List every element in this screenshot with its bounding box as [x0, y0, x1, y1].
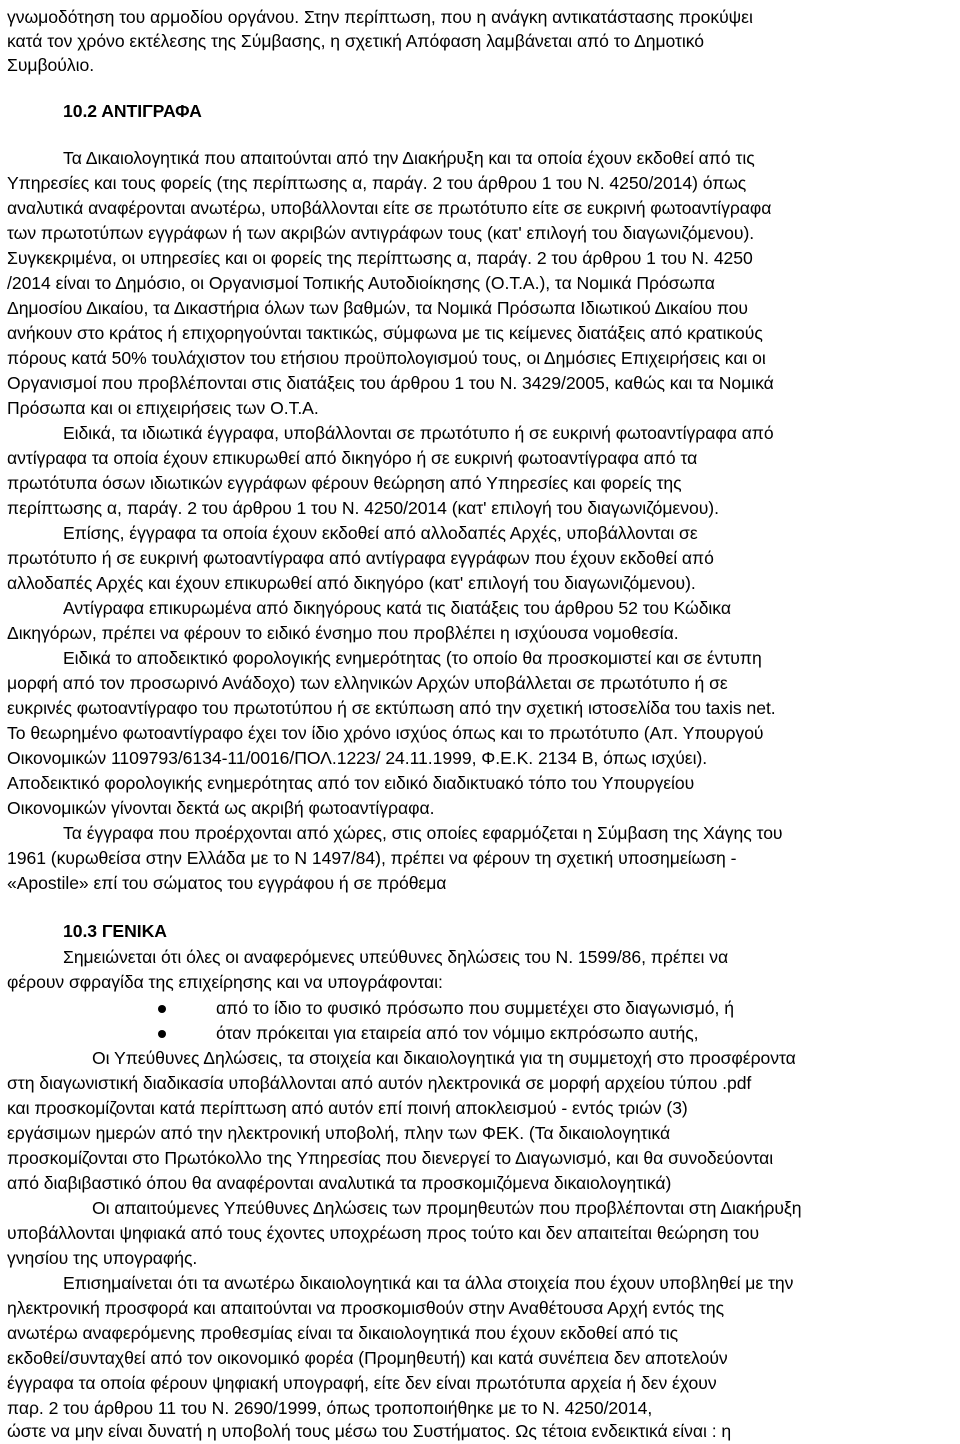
text-line: Ειδικά το αποδεικτικό φορολογικής ενημερότητας (το οποίο θα προσκομιστεί και σε έντυπη: [63, 648, 762, 668]
text-line: από διαβιβαστικό όπου θα αναφέρονται αναλυτικά τα προσκομιζόμενα δικαιολογητικά): [7, 1173, 672, 1193]
list-item: από το ίδιο το φυσικό πρόσωπο που συμμετέχει στο διαγωνισμό, ή: [216, 998, 734, 1018]
text-line: φέρουν σφραγίδα της επιχείρησης και να υπογράφονται:: [7, 972, 443, 992]
text-line: Υπηρεσίες και τους φορείς (της περίπτωσης α, παράγ. 2 του άρθρου 1 του Ν. 4250/2014) όπως: [7, 173, 747, 193]
text-line: πόρους κατά 50% τουλάχιστον του ετήσιου προϋπολογισμού τους, οι Δημόσιες Επιχειρήσεις και οι: [7, 348, 766, 368]
text-line: μορφή από τον προσωρινό Ανάδοχο) των ελληνικών Αρχών υποβάλλεται σε πρωτότυπο ή σε: [7, 673, 728, 693]
text-line: και προσκομίζονται κατά περίπτωση από αυτόν επί ποινή αποκλεισμού - εντός τριών (3): [7, 1098, 688, 1118]
text-line: υποβάλλονται ψηφιακά από τους έχοντες υποχρέωση προς τούτο και δεν απαιτείται θεώρηση του: [7, 1223, 760, 1243]
text-line: ανωτέρω αναφερόμενης προθεσμίας είναι τα δικαιολογητικά που έχουν εκδοθεί από τις: [7, 1323, 679, 1343]
section-heading-10-3: 10.3 ΓΕΝΙΚΑ: [63, 921, 167, 941]
text-line: εργάσιμων ημερών από την ηλεκτρονική υποβολή, πλην των ΦΕΚ. (Τα δικαιολογητικά: [7, 1123, 671, 1143]
text-line: Το θεωρημένο φωτοαντίγραφο έχει τον ίδιο χρόνο ισχύος όπως και το πρωτότυπο (Απ. Υπουργού: [7, 723, 764, 743]
text-line: παρ. 2 του άρθρου 11 του Ν. 2690/1999, όπως τροποποιήθηκε με το Ν. 4250/2014,: [7, 1398, 653, 1418]
text-line: Αποδεικτικό φορολογικής ενημερότητας από τον ειδικό διαδικτυακό τόπο του Υπουργείου: [7, 773, 695, 793]
text-line: των πρωτοτύπων εγγράφων ή των ακριβών αντιγράφων τους (κατ' επιλογή του διαγωνιζόμενου).: [7, 223, 755, 243]
text-line: ηλεκτρονική προσφορά και απαιτούνται να προσκομισθούν στην Αναθέτουσα Αρχή εντός της: [7, 1298, 725, 1318]
bullet-icon: [158, 1030, 166, 1038]
text-line: αναλυτικά αναφέρονται ανωτέρω, υποβάλλονται είτε σε πρωτότυπο είτε σε ευκρινή φωτοαντίγραφα: [7, 198, 772, 218]
text-line: Επισημαίνεται ότι τα ανωτέρω δικαιολογητικά και τα άλλα στοιχεία που έχουν υποβληθεί με την: [63, 1273, 794, 1293]
text-line: πρωτότυπα όσων ιδιωτικών εγγράφων φέρουν θεώρηση από Υπηρεσίες και φορείς της: [7, 473, 682, 493]
list-item: όταν πρόκειται για εταιρεία από τον νόμιμο εκπρόσωπο αυτής,: [216, 1023, 699, 1043]
text-line: «Apostile» επί του σώματος του εγγράφου ή σε πρόθεμα: [7, 873, 447, 893]
text-line: Ειδικά, τα ιδιωτικά έγγραφα, υποβάλλονται σε πρωτότυπο ή σε ευκρινή φωτοαντίγραφα από: [63, 423, 774, 443]
text-line: /2014 είναι το Δημόσιο, οι Οργανισμοί Τοπικής Αυτοδιοίκησης (Ο.Τ.Α.), τα Νομικά Πρόσωπα: [7, 273, 715, 293]
text-line: περίπτωσης α, παράγ. 2 του άρθρου 1 του Ν. 4250/2014 (κατ' επιλογή του διαγωνιζόμενου).: [7, 498, 719, 518]
text-line: Συγκεκριμένα, οι υπηρεσίες και οι φορείς της περίπτωσης α, παράγ. 2 του άρθρου 1 του Ν. 4250: [7, 248, 753, 268]
bullet-icon: [158, 1005, 166, 1013]
text-line: Οικονομικών 1109793/6134-11/0016/ΠΟΛ.1223/ 24.11.1999, Φ.Ε.Κ. 2134 Β, όπως ισχύει).: [7, 748, 708, 768]
text-line: Τα έγγραφα που προέρχονται από χώρες, στις οποίες εφαρμόζεται η Σύμβαση της Χάγης του: [63, 823, 783, 843]
text-line: προσκομίζονται στο Πρωτόκολλο της Υπηρεσίας που διενεργεί το Διαγωνισμό, και θα συνοδεύονται: [7, 1148, 774, 1168]
text-line: ανήκουν στο κράτος ή επιχορηγούνται τακτικώς, σύμφωνα με τις κείμενες διατάξεις από κρατικούς: [7, 323, 763, 343]
text-line: γνησίου της υπογραφής.: [7, 1248, 198, 1268]
text-line: Συμβούλιο.: [7, 55, 95, 75]
text-line: Τα Δικαιολογητικά που απαιτούνται από την Διακήρυξη και τα οποία έχουν εκδοθεί από τις: [63, 148, 755, 168]
text-line: εκδοθεί/συνταχθεί από τον οικονομικό φορέα (Προμηθευτή) και κατά συνέπεια δεν αποτελούν: [7, 1348, 728, 1368]
text-line: Επίσης, έγγραφα τα οποία έχουν εκδοθεί από αλλοδαπές Αρχές, υποβάλλονται σε: [63, 523, 698, 543]
text-line: Οι Υπεύθυνες Δηλώσεις, τα στοιχεία και δικαιολογητικά για τη συμμετοχή στο προσφέροντα: [92, 1048, 796, 1068]
text-line: στη διαγωνιστική διαδικασία υποβάλλονται από αυτόν ηλεκτρονικά σε μορφή αρχείου τύπου .pdf: [7, 1073, 752, 1093]
text-line: Σημειώνεται ότι όλες οι αναφερόμενες υπεύθυνες δηλώσεις του Ν. 1599/86, πρέπει να: [63, 947, 729, 967]
text-line: κατά τον χρόνο εκτέλεσης της Σύμβασης, η σχετική Απόφαση λαμβάνεται από το Δημοτικό: [7, 31, 705, 51]
text-line: πρωτότυπο ή σε ευκρινή φωτοαντίγραφα από αντίγραφα εγγράφων που έχουν εκδοθεί από: [7, 548, 714, 568]
text-line: ευκρινές φωτοαντίγραφο του πρωτοτύπου ή σε εκτύπωση από την σχετική ιστοσελίδα του taxis net.: [7, 698, 776, 718]
text-line: αλλοδαπές Αρχές και έχουν επικυρωθεί από δικηγόρο (κατ' επιλογή του διαγωνιζόμενου).: [7, 573, 696, 593]
section-heading-10-2: 10.2 ΑΝΤΙΓΡΑΦΑ: [63, 101, 202, 121]
text-line: αντίγραφα τα οποία έχουν επικυρωθεί από δικηγόρο ή σε ευκρινή φωτοαντίγραφα από τα: [7, 448, 698, 468]
text-line: έγγραφα τα οποία φέρουν ψηφιακή υπογραφή, είτε δεν είναι πρωτότυπα αρχεία ή δεν έχουν: [7, 1373, 717, 1393]
text-line: Δημοσίου Δικαίου, τα Δικαστήρια όλων των βαθμών, τα Νομικά Πρόσωπα Ιδιωτικού Δικαίου που: [7, 298, 748, 318]
text-line: Πρόσωπα και οι επιχειρήσεις των Ο.Τ.Α.: [7, 398, 319, 418]
text-line: Οργανισμοί που προβλέπονται στις διατάξεις του άρθρου 1 του Ν. 3429/2005, καθώς και τα Νομικά: [7, 373, 774, 393]
text-line: Δικηγόρων, πρέπει να φέρουν το ειδικό ένσημο που προβλέπει η ισχύουσα νομοθεσία.: [7, 623, 679, 643]
text-line: 1961 (κυρωθείσα στην Ελλάδα με το Ν 1497/84), πρέπει να φέρουν τη σχετική υποσημείωση -: [7, 848, 737, 868]
text-line: γνωμοδότηση του αρμοδίου οργάνου. Στην περίπτωση, που η ανάγκη αντικατάστασης προκύψει: [7, 7, 753, 27]
text-line: Οικονομικών γίνονται δεκτά ως ακριβή φωτοαντίγραφα.: [7, 798, 435, 818]
text-line: Αντίγραφα επικυρωμένα από δικηγόρους κατά τις διατάξεις του άρθρου 52 του Κώδικα: [63, 598, 731, 618]
text-line: Οι απαιτούμενες Υπεύθυνες Δηλώσεις των προμηθευτών που προβλέπονται στη Διακήρυξη: [92, 1198, 802, 1218]
text-line: ώστε να μην είναι δυνατή η υποβολή τους μέσω του Συστήματος. Ως τέτοια ενδεικτικά είναι : η: [7, 1421, 732, 1441]
